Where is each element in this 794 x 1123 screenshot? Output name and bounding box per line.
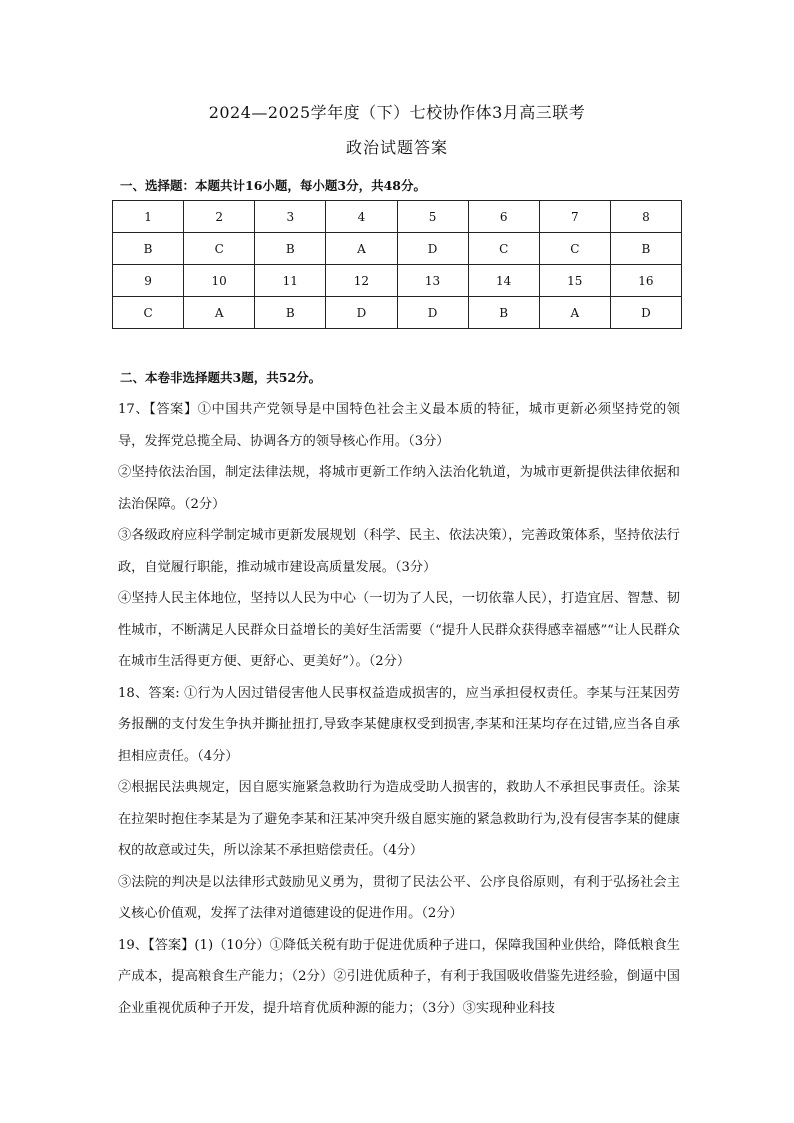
table-cell: 14 <box>468 265 539 297</box>
table-row <box>113 201 682 233</box>
table-cell: A <box>326 233 397 265</box>
table-cell: C <box>539 233 610 265</box>
table-cell: D <box>397 297 468 329</box>
table-cell: C <box>184 233 255 265</box>
table-row <box>113 265 682 297</box>
table-cell: 6 <box>468 201 539 233</box>
table-cell: A <box>184 297 255 329</box>
table-cell: 15 <box>539 265 610 297</box>
table-cell: B <box>468 297 539 329</box>
table-cell: 8 <box>610 201 681 233</box>
table-cell: 11 <box>255 265 326 297</box>
table-cell: D <box>610 297 681 329</box>
table-row <box>113 233 682 265</box>
table-cell: 4 <box>326 201 397 233</box>
table-cell: 9 <box>113 265 184 297</box>
table-cell: B <box>113 233 184 265</box>
answer-paragraph-17-2: ②坚持依法治国，制定法律法规，将城市更新工作纳入法治化轨道，为城市更新提供法律依据和法治保障。（2分） <box>118 465 680 512</box>
answer-paragraph-17-4: ④坚持人民主体地位，坚持以人民为中心（一切为了人民，一切依靠人民），打造宜居、智慧、韧性城市，不断满足人民群众日益增长的美好生活需要（“提升人民群众获得感幸福感”“让人民群众在城市生活得更方便、更舒心、更美好”）。（2分） <box>118 591 680 669</box>
answer-paragraph-19-1: 19、【答案】(1)（10分）①降低关税有助于促进优质种子进口，保障我国种业供给，降低粮食生产成本，提高粮食生产能力；（2分）②引进优质种子，有利于我国吸收借鉴先进经验，倒逼中国企业重视优质种子开发，提升培育优质种源的能力；（3分）③实现种业科技 <box>118 937 680 1016</box>
table-cell: 5 <box>397 201 468 233</box>
answer-paragraph-18-2: ②根据民法典规定，因自愿实施紧急救助行为造成受助人损害的，救助人不承担民事责任。涂某在拉架时抱住李某是为了避免李某和汪某冲突升级自愿实施的紧急救助行为,没有侵害李某的健康权的故意或过失，所以涂某不承担赔偿责任。（4分） <box>118 780 680 858</box>
answer-paragraph-17-3: ③各级政府应科学制定城市更新发展规划（科学、民主、依法决策），完善政策体系，坚持依法行政，自觉履行职能，推动城市建设高质量发展。（3分） <box>118 528 680 575</box>
table-cell: D <box>397 233 468 265</box>
section-heading-choice: 一、选择题：本题共计16小题，每小题3分，共48分。 <box>120 178 426 193</box>
answer-table <box>112 200 682 329</box>
table-row <box>113 297 682 329</box>
section-heading-non-choice: 二、本卷非选择题共3题，共52分。 <box>120 370 322 385</box>
table-cell: 13 <box>397 265 468 297</box>
answer-content <box>118 394 680 1024</box>
table-cell: C <box>113 297 184 329</box>
table-cell: 1 <box>113 201 184 233</box>
table-cell: B <box>255 297 326 329</box>
table-cell: 16 <box>610 265 681 297</box>
table-cell: 3 <box>255 201 326 233</box>
answer-paragraph-18-1: 18、答案: ①行为人因过错侵害他人民事权益造成损害的，应当承担侵权责任。李某与汪某因劳务报酬的支付发生争执并撕扯扭打,导致李某健康权受到损害,李某和汪某均存在过错,应当各自承担相应责任。（4分） <box>118 685 680 764</box>
table-cell: 2 <box>184 201 255 233</box>
table-cell: 12 <box>326 265 397 297</box>
table-cell: B <box>610 233 681 265</box>
answer-paragraph-18-3: ③法院的判决是以法律形式鼓励见义勇为，贯彻了民法公平、公序良俗原则，有利于弘扬社会主义核心价值观，发挥了法律对道德建设的促进作用。（2分） <box>118 874 680 921</box>
table-cell: 7 <box>539 201 610 233</box>
table-cell: A <box>539 297 610 329</box>
table-cell: 10 <box>184 265 255 297</box>
page-subtitle: 政治试题答案 <box>345 138 448 157</box>
table-cell: D <box>326 297 397 329</box>
table-cell: B <box>255 233 326 265</box>
table-cell: C <box>468 233 539 265</box>
answer-paragraph-17-1: 17、【答案】①中国共产党领导是中国特色社会主义最本质的特征，城市更新必须坚持党的领导，发挥党总揽全局、协调各方的领导核心作用。（3分） <box>118 402 680 449</box>
page-title: 2024—2025学年度（下）七校协作体3月高三联考 <box>208 103 586 122</box>
